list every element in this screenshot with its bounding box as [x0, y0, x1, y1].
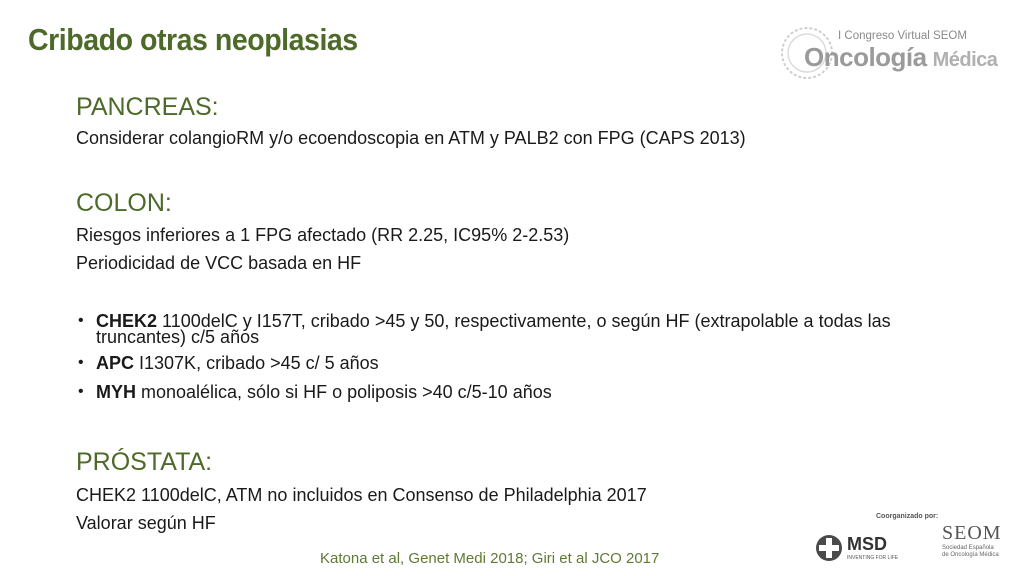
pancreas-section [76, 92, 746, 152]
bullet-chek2-cont: truncantes) c/5 años [96, 327, 260, 347]
bullet-dot-icon: • [78, 354, 84, 371]
prostata-heading: PRÓSTATA: [76, 448, 213, 476]
prostata-line-2: Valorar según HF [76, 513, 216, 533]
logo-congreso-text: I Congreso Virtual SEOM [838, 30, 967, 42]
seom-logo [942, 522, 1022, 572]
bullet-chek2-text: 1100delC y I157T, cribado >45 y 50, respectivamente, o según HF (extrapolable a todas las [157, 311, 891, 331]
pancreas-line-1: Considerar colangioRM y/o ecoendoscopia en ATM y PALB2 con FPG (CAPS 2013) [76, 128, 746, 148]
logo-medica-word: Médica [932, 49, 998, 71]
msd-subtext: INVENTING FOR LIFE [847, 555, 899, 561]
coorganizado-label: Coorganizado por: [876, 513, 939, 520]
bullet-dot-icon: • [78, 312, 84, 329]
slide-title: Cribado otras neoplasias [28, 22, 358, 57]
bullet-apc [76, 355, 976, 371]
msd-emblem-icon [815, 534, 843, 562]
logo-oncologia-word: Oncología [804, 42, 927, 72]
citation: Katona et al, Genet Medi 2018; Giri et al JCO 2017 [320, 550, 660, 567]
seom-subtext-2: de Oncología Médica [942, 552, 999, 558]
bullet-chek2 [76, 313, 976, 345]
bullet-myh-text: monoalélica, sólo si HF o poliposis >40 c/5-10 años [136, 382, 552, 402]
colon-heading: COLON: [76, 189, 172, 217]
congreso-logo [780, 22, 1010, 82]
colon-line-2: Periodicidad de VCC basada en HF [76, 253, 362, 273]
bullet-apc-bold: APC [96, 353, 135, 373]
prostata-section [76, 447, 647, 537]
logo-oncologia-text [804, 42, 997, 73]
msd-text: MSD [847, 534, 887, 554]
colon-section [76, 188, 569, 277]
pancreas-heading: PANCREAS: [76, 93, 219, 121]
prostata-line-1: CHEK2 1100delC, ATM no incluidos en Consenso de Philadelphia 2017 [76, 485, 647, 505]
msd-logo [815, 530, 925, 570]
bullet-myh [76, 384, 976, 400]
colon-bullet-list [76, 313, 976, 400]
colon-line-1: Riesgos inferiores a 1 FPG afectado (RR 2.25, IC95% 2-2.53) [76, 225, 570, 245]
bullet-apc-text: I1307K, cribado >45 c/ 5 años [134, 353, 379, 373]
seom-text: SEOM [942, 522, 1002, 544]
bullet-dot-icon: • [78, 383, 84, 400]
bullet-chek2-bold: CHEK2 [96, 311, 158, 331]
seom-subtext-1: Sociedad Española [942, 545, 994, 551]
bullet-myh-bold: MYH [96, 382, 136, 402]
